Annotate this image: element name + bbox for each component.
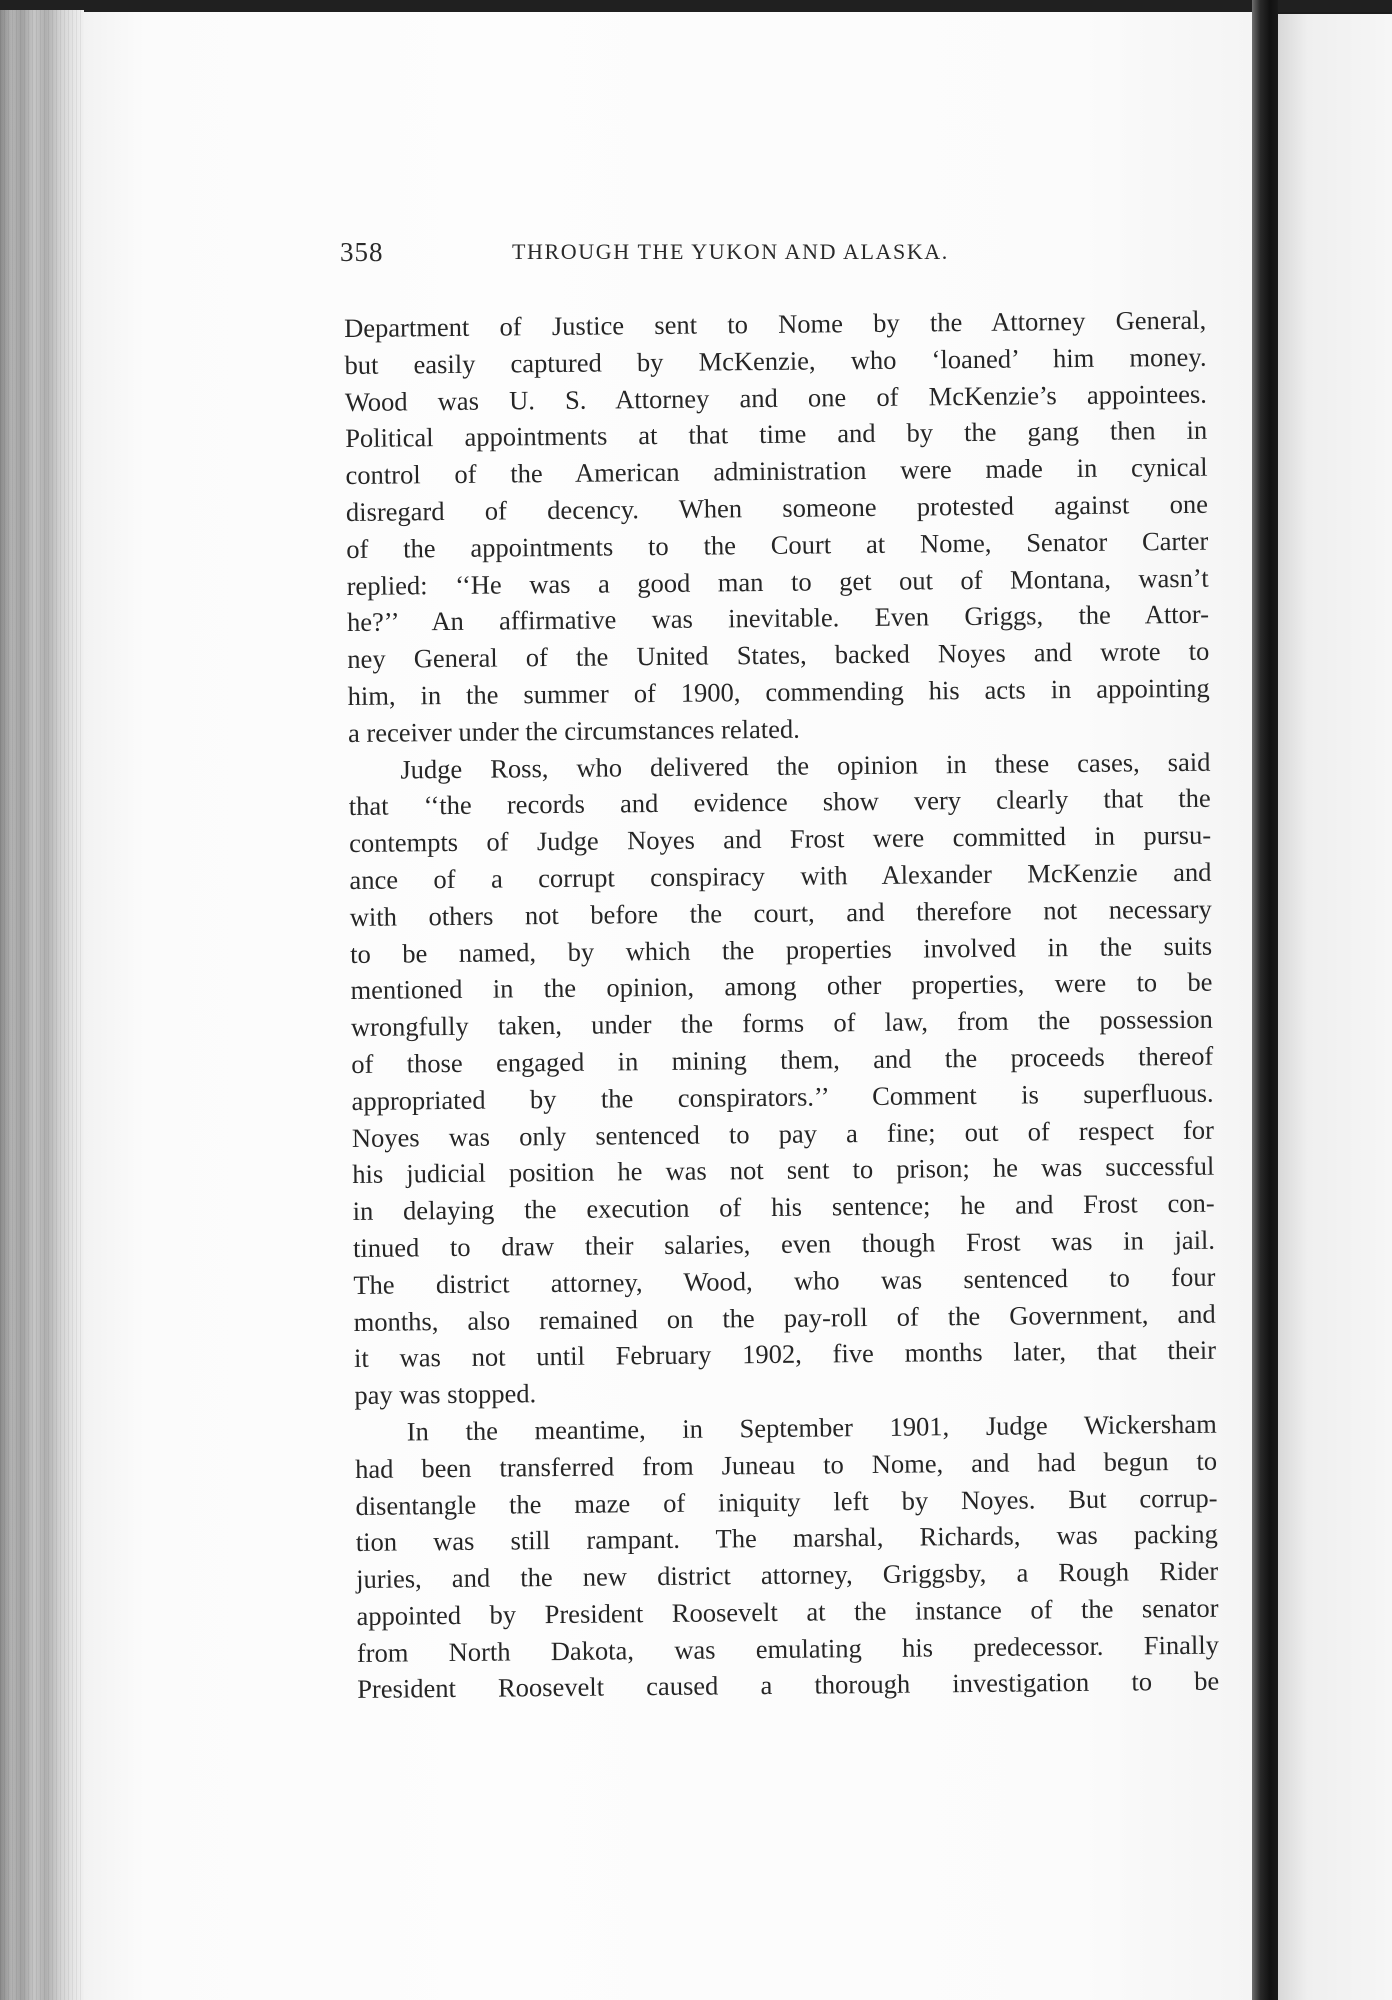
text-line: to be named, by which the properties involved in the suits [350, 930, 1213, 969]
book-gutter [1252, 0, 1278, 2000]
text-line: wrongfully taken, under the forms of law, from the possession [350, 1003, 1213, 1043]
text-line: juries, and the new district attorney, Griggsby, a Rough Rider [356, 1555, 1219, 1595]
text-line: from North Dakota, was emulating his predecessor. Finally [356, 1629, 1219, 1668]
text-line: had been transferred from Juneau to Nome, and had begun to [354, 1445, 1218, 1484]
text-line: tinued to draw their salaries, even though Frost was in jail. [352, 1224, 1216, 1263]
text-line: appointed by President Roosevelt at the instance of the senator [356, 1592, 1219, 1631]
text-line: that ‘‘the records and evidence show very clearly that the [348, 783, 1211, 822]
text-line: Wood was U. S. Attorney and one of McKenzie’s appointees. [344, 378, 1207, 417]
text-line: ance of a corrupt conspiracy with Alexander McKenzie and [349, 856, 1212, 895]
text-line: ney General of the United States, backed Noyes and wrote to [347, 635, 1210, 675]
text-line: Political appointments at that time and by the gang then in [345, 415, 1208, 454]
text-line: months, also remained on the pay-roll of the Government, and [353, 1298, 1216, 1337]
text-line: Noyes was only sentenced to pay a fine; out of respect for [351, 1114, 1215, 1153]
page-header [340, 237, 1220, 277]
text-line: of the appointments to the Court at Nome, Senator Carter [346, 525, 1209, 564]
text-line: but easily captured by McKenzie, who ‘loaned’ him money. [344, 341, 1207, 380]
text-line: a receiver under the circumstances related. [347, 713, 800, 748]
text-line: he?’’ An affirmative was inevitable. Even Griggs, the Attor- [346, 599, 1210, 638]
text-line: President Roosevelt caused a thorough investigation to be [357, 1666, 1220, 1705]
text-line: The district attorney, Wood, who was sentenced to four [353, 1261, 1216, 1300]
text-line: it was not until February 1902, five months later, that their [353, 1334, 1217, 1374]
text-line: in delaying the execution of his sentence; he and Frost con- [352, 1187, 1215, 1227]
left-page-edge-texture [0, 10, 84, 2000]
text-line: In the meantime, in September 1901, Judge Wickersham [406, 1408, 1217, 1447]
text-line: of those engaged in mining them, and the proceeds thereof [351, 1040, 1214, 1079]
text-line: appropriated by the conspirators.’’ Comment is superfluous. [351, 1077, 1214, 1116]
text-line: disregard of decency. When someone protested against one [345, 488, 1209, 527]
running-title: THROUGH THE YUKON AND ALASKA. [512, 239, 949, 264]
scan-top-band [0, 0, 1392, 12]
text-line: mentioned in the opinion, among other properties, were to be [350, 967, 1213, 1006]
text-line: him, in the summer of 1900, commending his acts in appointing [347, 672, 1210, 711]
text-line: disentangle the maze of iniquity left by Noyes. But corrup- [355, 1482, 1218, 1521]
page-number: 358 [340, 237, 384, 267]
text-line: replied: ‘‘He was a good man to get out of Montana, wasn’t [346, 562, 1209, 601]
text-line: with others not before the court, and therefore not necessary [349, 893, 1212, 932]
text-line: tion was still rampant. The marshal, Richards, was packing [355, 1518, 1218, 1558]
next-page-edge [1278, 14, 1392, 2000]
text-line: Department of Justice sent to Nome by the Attorney General, [344, 304, 1207, 343]
body-text [344, 302, 1219, 1708]
text-line: his judicial position he was not sent to prison; he was successful [352, 1151, 1215, 1190]
text-line: contempts of Judge Noyes and Frost were committed in pursu- [348, 819, 1212, 859]
text-line: Judge Ross, who delivered the opinion in these cases, said [400, 746, 1211, 785]
text-line: control of the American administration were made in cynical [345, 451, 1208, 491]
text-line: pay was stopped. [354, 1378, 537, 1411]
